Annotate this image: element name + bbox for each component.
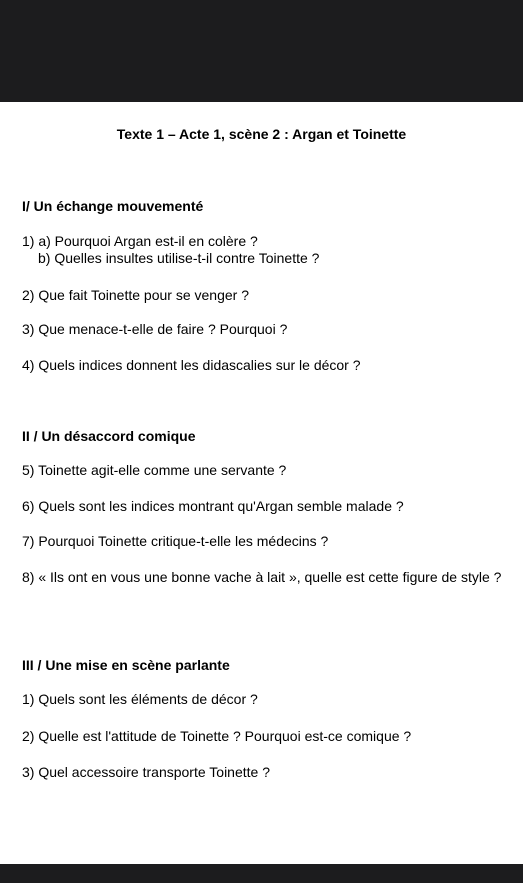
question-1a: 1) a) Pourquoi Argan est-il en colère ? <box>22 233 258 249</box>
top-dark-bar <box>0 0 523 102</box>
question-5: 5) Toinette agit-elle comme une servante ? <box>22 462 287 478</box>
section-heading-3: III / Une mise en scène parlante <box>22 657 230 673</box>
section-heading-1: I/ Un échange mouvementé <box>22 198 204 214</box>
section-heading-2: II / Un désaccord comique <box>22 428 196 444</box>
question-8: 8) « Ils ont en vous une bonne vache à lait », quelle est cette figure de style ? <box>22 569 502 585</box>
question-iii-1: 1) Quels sont les éléments de décor ? <box>22 691 258 707</box>
question-3: 3) Que menace-t-elle de faire ? Pourquoi ? <box>22 321 288 337</box>
document-title: Texte 1 – Acte 1, scène 2 : Argan et Toinette <box>116 126 407 142</box>
question-1b: b) Quelles insultes utilise-t-il contre Toinette ? <box>38 250 320 266</box>
document-page <box>0 102 523 864</box>
question-6: 6) Quels sont les indices montrant qu'Argan semble malade ? <box>22 498 404 514</box>
question-iii-3: 3) Quel accessoire transporte Toinette ? <box>22 764 270 780</box>
question-7: 7) Pourquoi Toinette critique-t-elle les médecins ? <box>22 533 329 549</box>
question-4: 4) Quels indices donnent les didascalies sur le décor ? <box>22 357 361 373</box>
question-2: 2) Que fait Toinette pour se venger ? <box>22 287 249 303</box>
question-1 <box>22 233 507 267</box>
question-iii-2: 2) Quelle est l'attitude de Toinette ? Pourquoi est-ce comique ? <box>22 728 412 744</box>
bottom-dark-bar <box>0 864 523 883</box>
